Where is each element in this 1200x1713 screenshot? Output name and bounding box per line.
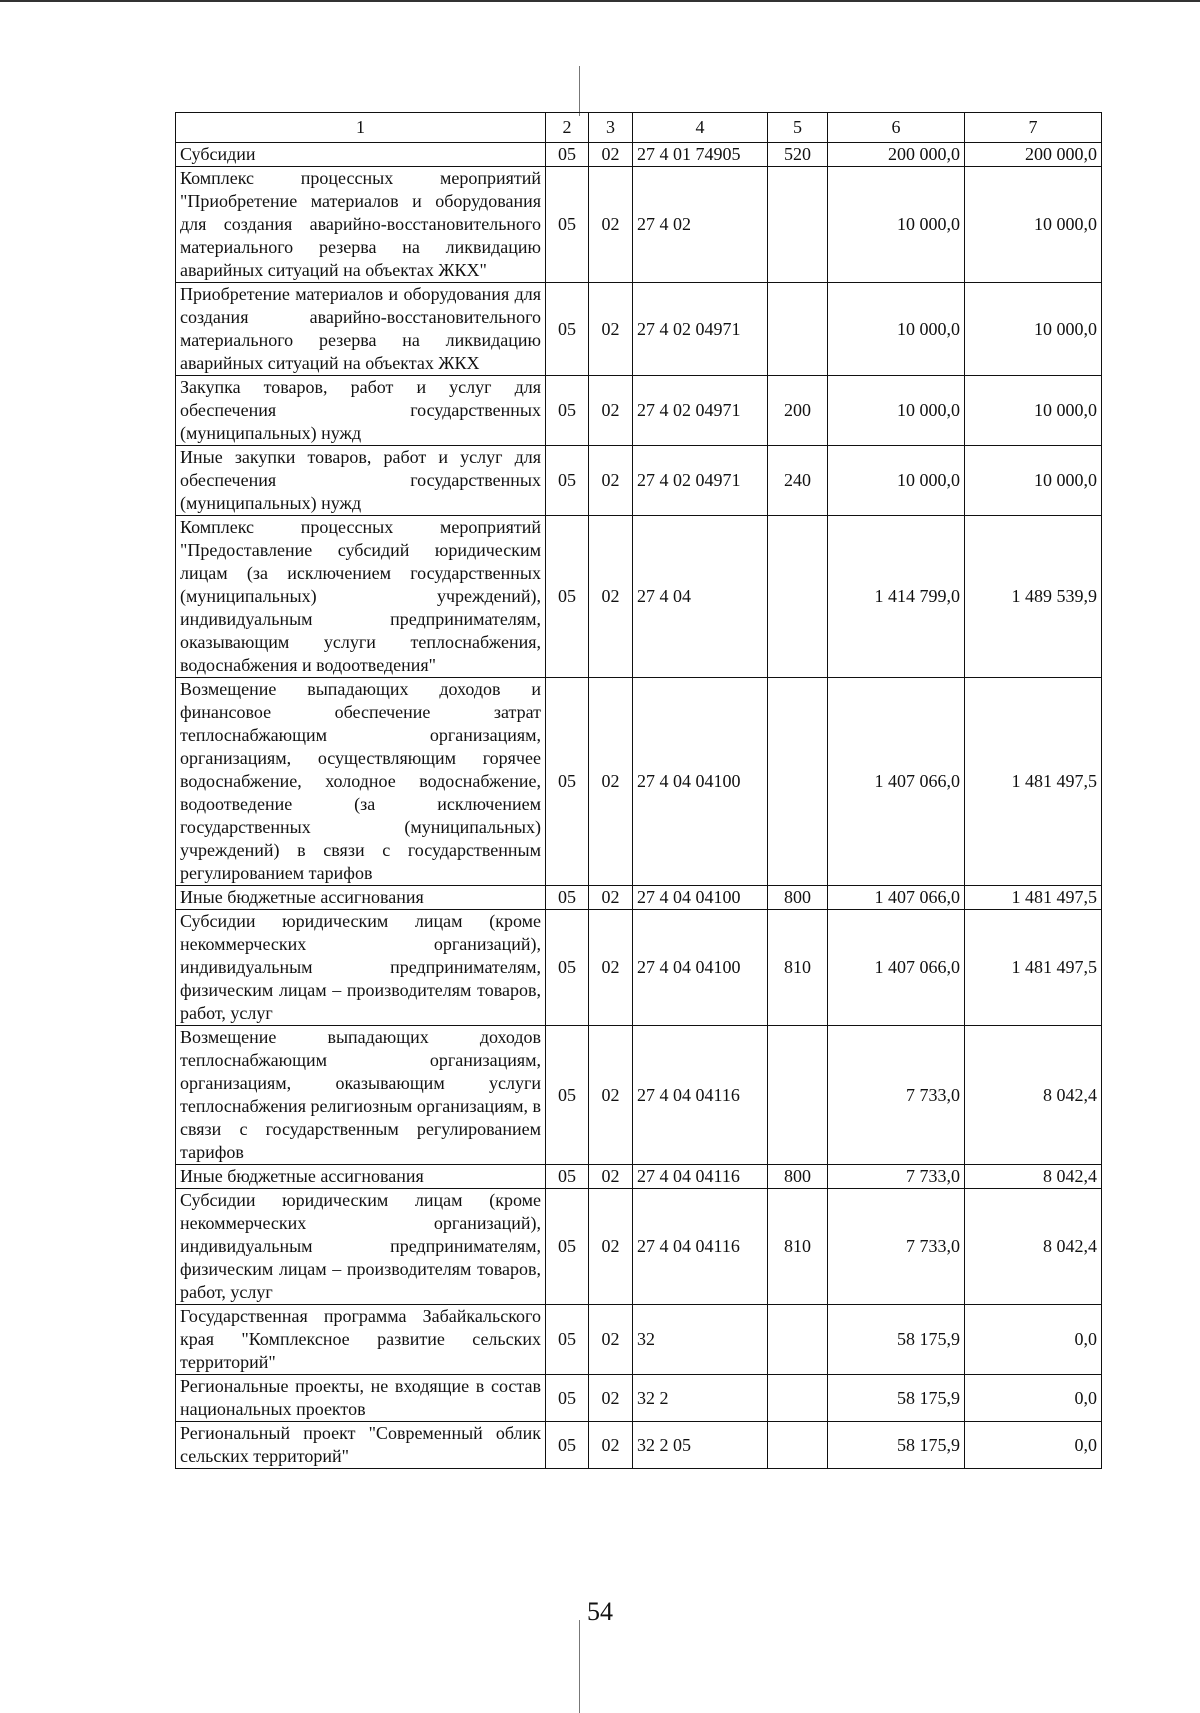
amount-col7: 1 481 497,5 bbox=[965, 678, 1102, 886]
row-name: Региональные проекты, не входящие в состав национальных проектов bbox=[176, 1375, 546, 1422]
subsection-code: 02 bbox=[589, 283, 633, 376]
subsection-code: 02 bbox=[589, 516, 633, 678]
expense-type-code: 810 bbox=[768, 1189, 828, 1305]
table-row bbox=[176, 446, 1102, 516]
table-row bbox=[176, 1375, 1102, 1422]
amount-col7: 10 000,0 bbox=[965, 376, 1102, 446]
table-row bbox=[176, 886, 1102, 910]
table-row bbox=[176, 376, 1102, 446]
table-row bbox=[176, 910, 1102, 1026]
section-code: 05 bbox=[546, 1375, 589, 1422]
row-name: Комплекс процессных мероприятий "Предоставление субсидий юридическим лицам (за исключением государственных (муниципальных) учреждений), индивидуальным предпринимателям, оказывающим услуги теплоснабжения, водоснабжения и водоотведения" bbox=[176, 516, 546, 678]
target-article-code: 32 2 05 bbox=[633, 1422, 768, 1469]
binding-line-bottom bbox=[579, 1620, 580, 1713]
amount-col7: 1 489 539,9 bbox=[965, 516, 1102, 678]
row-name: Субсидии юридическим лицам (кроме некоммерческих организаций), индивидуальным предпринимателям, физическим лицам – производителям товаров, работ, услуг bbox=[176, 1189, 546, 1305]
table-row bbox=[176, 167, 1102, 283]
header-cell: 7 bbox=[965, 113, 1102, 143]
header-cell: 5 bbox=[768, 113, 828, 143]
amount-col6: 58 175,9 bbox=[828, 1375, 965, 1422]
amount-col7: 0,0 bbox=[965, 1375, 1102, 1422]
section-code: 05 bbox=[546, 1189, 589, 1305]
target-article-code: 27 4 04 04100 bbox=[633, 910, 768, 1026]
subsection-code: 02 bbox=[589, 143, 633, 167]
section-code: 05 bbox=[546, 446, 589, 516]
expense-type-code bbox=[768, 1375, 828, 1422]
amount-col6: 200 000,0 bbox=[828, 143, 965, 167]
section-code: 05 bbox=[546, 910, 589, 1026]
section-code: 05 bbox=[546, 516, 589, 678]
amount-col7: 8 042,4 bbox=[965, 1165, 1102, 1189]
amount-col7: 10 000,0 bbox=[965, 167, 1102, 283]
header-cell: 4 bbox=[633, 113, 768, 143]
row-name: Комплекс процессных мероприятий "Приобретение материалов и оборудования для создания аварийно-восстановительного материального резерва на ликвидацию аварийных ситуаций на объектах ЖКХ" bbox=[176, 167, 546, 283]
header-cell: 1 bbox=[176, 113, 546, 143]
row-name: Иные бюджетные ассигнования bbox=[176, 1165, 546, 1189]
subsection-code: 02 bbox=[589, 1422, 633, 1469]
amount-col6: 7 733,0 bbox=[828, 1165, 965, 1189]
row-name: Государственная программа Забайкальского края "Комплексное развитие сельских территорий" bbox=[176, 1305, 546, 1375]
subsection-code: 02 bbox=[589, 1305, 633, 1375]
row-name: Возмещение выпадающих доходов и финансовое обеспечение затрат теплоснабжающим организациям, организациям, осуществляющим горячее водоснабжение, холодное водоснабжение, водоотведение (за исключением государственных (муниципальных) учреждений) в связи с государственным регулированием тарифов bbox=[176, 678, 546, 886]
expense-type-code: 800 bbox=[768, 886, 828, 910]
subsection-code: 02 bbox=[589, 1026, 633, 1165]
section-code: 05 bbox=[546, 1305, 589, 1375]
amount-col6: 1 407 066,0 bbox=[828, 910, 965, 1026]
amount-col7: 10 000,0 bbox=[965, 446, 1102, 516]
expense-type-code: 800 bbox=[768, 1165, 828, 1189]
target-article-code: 32 bbox=[633, 1305, 768, 1375]
target-article-code: 27 4 04 04100 bbox=[633, 678, 768, 886]
row-name: Иные бюджетные ассигнования bbox=[176, 886, 546, 910]
row-name: Региональный проект "Современный облик сельских территорий" bbox=[176, 1422, 546, 1469]
target-article-code: 27 4 01 74905 bbox=[633, 143, 768, 167]
table-row bbox=[176, 1189, 1102, 1305]
binding-line-top bbox=[579, 66, 580, 116]
target-article-code: 27 4 02 04971 bbox=[633, 376, 768, 446]
subsection-code: 02 bbox=[589, 376, 633, 446]
page-number: 54 bbox=[587, 1597, 613, 1626]
section-code: 05 bbox=[546, 167, 589, 283]
subsection-code: 02 bbox=[589, 1189, 633, 1305]
expense-type-code: 200 bbox=[768, 376, 828, 446]
target-article-code: 27 4 04 04116 bbox=[633, 1189, 768, 1305]
target-article-code: 27 4 04 04116 bbox=[633, 1026, 768, 1165]
subsection-code: 02 bbox=[589, 167, 633, 283]
amount-col7: 0,0 bbox=[965, 1305, 1102, 1375]
amount-col6: 10 000,0 bbox=[828, 376, 965, 446]
target-article-code: 27 4 02 bbox=[633, 167, 768, 283]
amount-col6: 1 407 066,0 bbox=[828, 678, 965, 886]
table-row bbox=[176, 1026, 1102, 1165]
subsection-code: 02 bbox=[589, 886, 633, 910]
amount-col6: 58 175,9 bbox=[828, 1422, 965, 1469]
amount-col6: 1 407 066,0 bbox=[828, 886, 965, 910]
expense-type-code bbox=[768, 1305, 828, 1375]
amount-col7: 8 042,4 bbox=[965, 1026, 1102, 1165]
section-code: 05 bbox=[546, 376, 589, 446]
amount-col6: 10 000,0 bbox=[828, 446, 965, 516]
subsection-code: 02 bbox=[589, 1375, 633, 1422]
table-row bbox=[176, 516, 1102, 678]
subsection-code: 02 bbox=[589, 678, 633, 886]
header-cell: 6 bbox=[828, 113, 965, 143]
expense-type-code bbox=[768, 516, 828, 678]
table-row bbox=[176, 1305, 1102, 1375]
amount-col7: 10 000,0 bbox=[965, 283, 1102, 376]
section-code: 05 bbox=[546, 886, 589, 910]
target-article-code: 27 4 02 04971 bbox=[633, 446, 768, 516]
table-header-row bbox=[176, 113, 1102, 143]
section-code: 05 bbox=[546, 678, 589, 886]
amount-col7: 8 042,4 bbox=[965, 1189, 1102, 1305]
header-cell: 3 bbox=[589, 113, 633, 143]
amount-col7: 200 000,0 bbox=[965, 143, 1102, 167]
subsection-code: 02 bbox=[589, 910, 633, 1026]
row-name: Приобретение материалов и оборудования для создания аварийно-восстановительного материального резерва на ликвидацию аварийных ситуаций на объектах ЖКХ bbox=[176, 283, 546, 376]
table-row bbox=[176, 283, 1102, 376]
target-article-code: 27 4 02 04971 bbox=[633, 283, 768, 376]
page-top-edge bbox=[0, 0, 1200, 2]
amount-col6: 1 414 799,0 bbox=[828, 516, 965, 678]
expense-type-code bbox=[768, 1026, 828, 1165]
section-code: 05 bbox=[546, 143, 589, 167]
amount-col6: 7 733,0 bbox=[828, 1189, 965, 1305]
amount-col6: 10 000,0 bbox=[828, 283, 965, 376]
amount-col6: 58 175,9 bbox=[828, 1305, 965, 1375]
amount-col7: 0,0 bbox=[965, 1422, 1102, 1469]
row-name: Субсидии юридическим лицам (кроме некоммерческих организаций), индивидуальным предпринимателям, физическим лицам – производителям товаров, работ, услуг bbox=[176, 910, 546, 1026]
section-code: 05 bbox=[546, 1026, 589, 1165]
target-article-code: 27 4 04 bbox=[633, 516, 768, 678]
target-article-code: 32 2 bbox=[633, 1375, 768, 1422]
budget-table bbox=[175, 112, 1102, 1469]
expense-type-code bbox=[768, 283, 828, 376]
row-name: Субсидии bbox=[176, 143, 546, 167]
row-name: Закупка товаров, работ и услуг для обеспечения государственных (муниципальных) нужд bbox=[176, 376, 546, 446]
header-cell: 2 bbox=[546, 113, 589, 143]
row-name: Возмещение выпадающих доходов теплоснабжающим организациям, организациям, оказывающим услуги теплоснабжения религиозным организациям, в связи с государственным регулированием тарифов bbox=[176, 1026, 546, 1165]
section-code: 05 bbox=[546, 283, 589, 376]
expense-type-code: 810 bbox=[768, 910, 828, 1026]
table-row bbox=[176, 1165, 1102, 1189]
expense-type-code bbox=[768, 167, 828, 283]
expense-type-code bbox=[768, 678, 828, 886]
section-code: 05 bbox=[546, 1165, 589, 1189]
subsection-code: 02 bbox=[589, 446, 633, 516]
amount-col7: 1 481 497,5 bbox=[965, 910, 1102, 1026]
target-article-code: 27 4 04 04100 bbox=[633, 886, 768, 910]
table-row bbox=[176, 678, 1102, 886]
row-name: Иные закупки товаров, работ и услуг для обеспечения государственных (муниципальных) нужд bbox=[176, 446, 546, 516]
section-code: 05 bbox=[546, 1422, 589, 1469]
amount-col7: 1 481 497,5 bbox=[965, 886, 1102, 910]
table-row bbox=[176, 1422, 1102, 1469]
expense-type-code bbox=[768, 1422, 828, 1469]
table-row bbox=[176, 143, 1102, 167]
subsection-code: 02 bbox=[589, 1165, 633, 1189]
amount-col6: 7 733,0 bbox=[828, 1026, 965, 1165]
expense-type-code: 240 bbox=[768, 446, 828, 516]
target-article-code: 27 4 04 04116 bbox=[633, 1165, 768, 1189]
amount-col6: 10 000,0 bbox=[828, 167, 965, 283]
expense-type-code: 520 bbox=[768, 143, 828, 167]
